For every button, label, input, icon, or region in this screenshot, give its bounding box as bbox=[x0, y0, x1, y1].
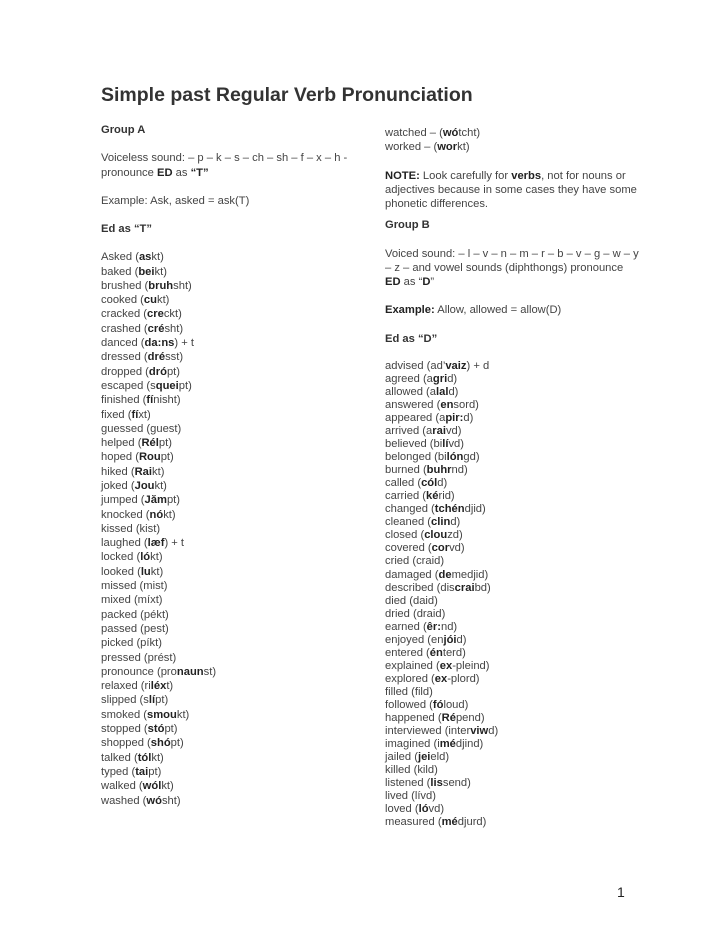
list-item: cooked (cukt) bbox=[101, 294, 170, 307]
list-item: laughed (læf) + t bbox=[101, 537, 185, 550]
list-item: escaped (squeipt) bbox=[101, 379, 192, 392]
list-item: typed (taipt) bbox=[101, 765, 162, 778]
list-item: jailed (jeield) bbox=[385, 751, 450, 764]
list-item: picked (píkt) bbox=[101, 637, 162, 650]
list-item: allowed (alald) bbox=[385, 385, 459, 398]
list-item: missed (mist) bbox=[101, 580, 168, 593]
list-item: packed (pékt) bbox=[101, 608, 169, 621]
list-item: dried (draid) bbox=[385, 607, 446, 620]
list-item: smoked (smoukt) bbox=[101, 708, 190, 721]
list-item: belonged (bilóngd) bbox=[385, 451, 480, 464]
group-a-example: Example: Ask, asked = ask(T) bbox=[101, 194, 250, 207]
list-item: cried (craid) bbox=[385, 555, 445, 568]
list-item: slipped (slípt) bbox=[101, 694, 169, 707]
list-item: filled (fild) bbox=[385, 685, 433, 698]
list-item: happened (Répend) bbox=[385, 712, 485, 725]
list-item: helped (Rélpt) bbox=[101, 437, 172, 450]
list-item: dressed (drésst) bbox=[101, 351, 184, 364]
list-item: followed (fóloud) bbox=[385, 698, 469, 711]
list-item: mixed (míxt) bbox=[101, 594, 163, 607]
list-item: shopped (shópt) bbox=[101, 737, 184, 750]
voiceless-sound-text: Voiceless sound: – p – k – s – ch – sh – f – x – h - pronounce ED as “T” bbox=[101, 152, 348, 179]
list-item: watched – (wótcht) bbox=[385, 127, 481, 139]
list-item: imagined (imédjind) bbox=[385, 738, 484, 751]
list-item: burned (buhrnd) bbox=[385, 464, 468, 477]
group-a-verb-list bbox=[101, 250, 351, 808]
list-item: hiked (Raikt) bbox=[101, 465, 165, 478]
list-item: fixed (fíxt) bbox=[101, 408, 151, 421]
list-item: covered (corvd) bbox=[385, 542, 465, 555]
list-item: brushed (bruhsht) bbox=[101, 279, 192, 292]
voiced-sound-text: Voiced sound: – l – v – n – m – r – b – v – g – w – y – z – and vowel sounds (diphthongs) pronounce ED as “D” bbox=[385, 247, 639, 288]
list-item: pressed (prést) bbox=[101, 651, 177, 664]
list-item: agreed (agrid) bbox=[385, 372, 458, 385]
list-item: closed (clouzd) bbox=[385, 529, 463, 542]
group-b-example: Example: Allow, allowed = allow(D) bbox=[385, 304, 562, 317]
list-item: arrived (araivd) bbox=[385, 424, 462, 437]
list-item: passed (pest) bbox=[101, 622, 169, 635]
list-item: pronounce (pronaunst) bbox=[101, 665, 217, 678]
list-item: relaxed (riléxt) bbox=[101, 680, 174, 693]
list-item: entered (énterd) bbox=[385, 646, 466, 659]
note-text: NOTE: Look carefully for verbs, not for nouns or adjectives because in some cases they have some phonetic differences. bbox=[385, 169, 637, 210]
list-item: Asked (askt) bbox=[101, 251, 164, 264]
list-item: crashed (crésht) bbox=[101, 322, 184, 335]
group-b-verb-list bbox=[385, 360, 640, 830]
list-item: hoped (Roupt) bbox=[101, 451, 174, 464]
list-item: cleaned (clind) bbox=[385, 516, 461, 529]
list-item: lived (lívd) bbox=[385, 790, 436, 803]
list-item: kissed (kist) bbox=[101, 522, 161, 535]
list-item: walked (wólkt) bbox=[101, 780, 174, 793]
list-item: described (discraibd) bbox=[385, 581, 491, 594]
list-item: carried (kérid) bbox=[385, 490, 455, 503]
group-b-heading: Group B bbox=[385, 219, 430, 232]
list-item: knocked (nókt) bbox=[101, 508, 176, 521]
list-item: danced (da:ns) + t bbox=[101, 337, 194, 350]
list-item: earned (êr:nd) bbox=[385, 620, 458, 633]
list-item: joked (Joukt) bbox=[101, 480, 167, 492]
list-item: believed (bilívd) bbox=[385, 438, 464, 451]
list-item: washed (wósht) bbox=[101, 794, 181, 807]
list-item: talked (tólkt) bbox=[101, 751, 164, 764]
list-item: explored (ex-plord) bbox=[385, 672, 480, 685]
list-item: appeared (apir:d) bbox=[385, 411, 474, 424]
list-item: baked (beikt) bbox=[101, 265, 167, 278]
list-item: explained (ex-pleind) bbox=[385, 659, 490, 672]
ed-as-d-heading: Ed as “D” bbox=[385, 332, 438, 345]
list-item: worked – (workt) bbox=[385, 141, 470, 154]
list-item: jumped (Jămpt) bbox=[101, 494, 180, 507]
list-item: stopped (stópt) bbox=[101, 723, 178, 736]
list-item: answered (ensord) bbox=[385, 398, 479, 411]
list-item: cracked (creckt) bbox=[101, 308, 182, 321]
group-a-heading: Group A bbox=[101, 124, 146, 136]
left-column bbox=[101, 123, 351, 808]
list-item: killed (kild) bbox=[385, 764, 438, 777]
list-item: called (cóld) bbox=[385, 477, 448, 490]
ed-as-t-heading: Ed as “T” bbox=[101, 223, 152, 235]
list-item: damaged (demedjid) bbox=[385, 568, 489, 581]
continued-verb-list bbox=[385, 126, 640, 155]
list-item: finished (fínisht) bbox=[101, 394, 181, 407]
list-item: guessed (guest) bbox=[101, 422, 182, 435]
list-item: loved (lóvd) bbox=[385, 803, 445, 816]
list-item: enjoyed (enjóid) bbox=[385, 633, 467, 646]
list-item: died (daid) bbox=[385, 594, 438, 607]
list-item: listened (lissend) bbox=[385, 777, 471, 790]
page-number: 1 bbox=[617, 884, 625, 900]
list-item: changed (tchéndjid) bbox=[385, 503, 486, 516]
list-item: dropped (drópt) bbox=[101, 365, 180, 378]
page-title: Simple past Regular Verb Pronunciation bbox=[101, 84, 473, 106]
list-item: locked (lókt) bbox=[101, 551, 163, 564]
list-item: interviewed (interviwd) bbox=[385, 725, 499, 738]
right-column bbox=[385, 126, 640, 829]
list-item: advised (ad’vaiz) + d bbox=[385, 359, 490, 372]
list-item: looked (lukt) bbox=[101, 565, 164, 578]
list-item: measured (médjurd) bbox=[385, 816, 487, 829]
